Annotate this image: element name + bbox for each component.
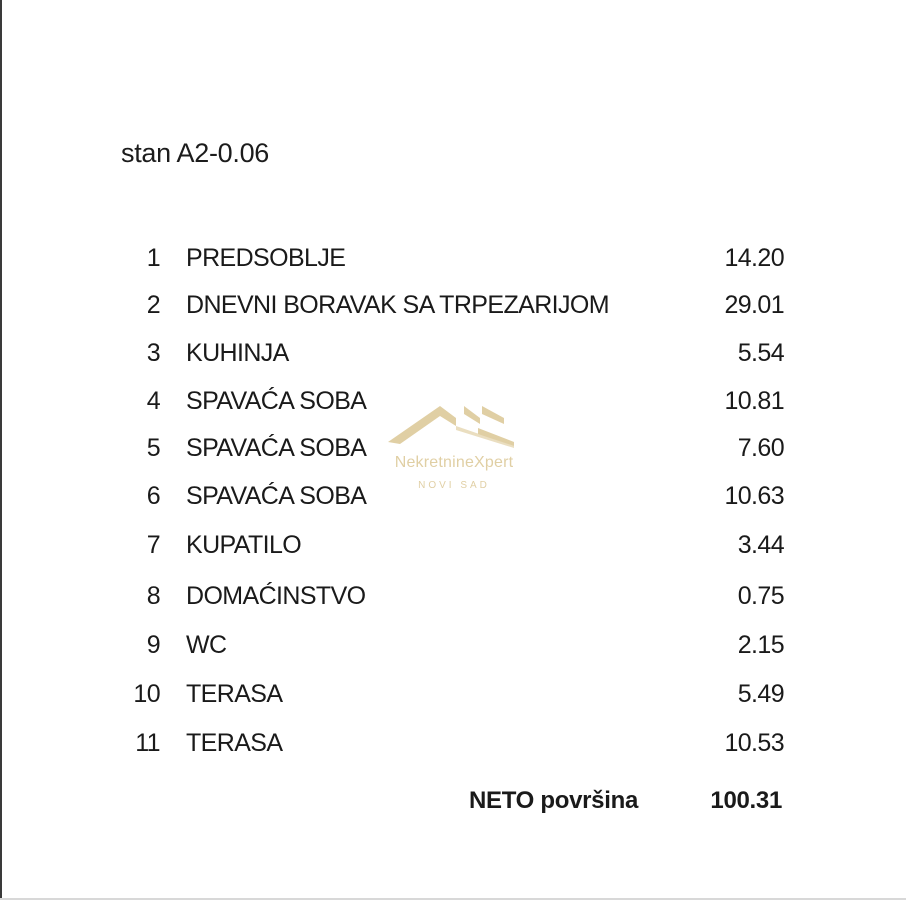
room-name: KUHINJA [186, 339, 289, 367]
room-area: 3.44 [737, 531, 784, 559]
room-number: 3 [146, 339, 160, 367]
room-area: 5.54 [737, 339, 784, 367]
room-area: 7.60 [737, 434, 784, 462]
room-area: 5.49 [737, 680, 784, 708]
room-row [0, 726, 906, 760]
room-number: 10 [133, 680, 160, 708]
room-name: TERASA [186, 680, 283, 708]
room-name: DOMAĆINSTVO [186, 582, 366, 610]
room-name: TERASA [186, 729, 283, 757]
room-row [0, 528, 906, 562]
net-area-value: 100.31 [710, 787, 782, 814]
room-row [0, 579, 906, 613]
room-area: 10.53 [724, 729, 784, 757]
room-row [0, 241, 906, 275]
room-area: 10.81 [724, 387, 784, 415]
room-number: 11 [135, 729, 160, 757]
room-name: DNEVNI BORAVAK SA TRPEZARIJOM [186, 291, 609, 319]
room-row [0, 336, 906, 370]
room-name: KUPATILO [186, 531, 302, 559]
room-number: 2 [146, 291, 160, 319]
room-row [0, 288, 906, 322]
room-row [0, 628, 906, 662]
room-area: 29.01 [724, 291, 784, 319]
apartment-title: stan A2-0.06 [121, 138, 270, 168]
room-name: SPAVAĆA SOBA [186, 482, 367, 510]
room-name: SPAVAĆA SOBA [186, 434, 367, 462]
room-name: WC [186, 631, 227, 659]
room-number: 5 [146, 434, 160, 462]
room-number: 1 [146, 244, 160, 272]
room-number: 9 [146, 631, 160, 659]
room-number: 6 [146, 482, 160, 510]
room-name: SPAVAĆA SOBA [186, 387, 367, 415]
room-area: 0.75 [737, 582, 784, 610]
watermark-city: NOVI SAD [418, 480, 490, 491]
net-area-label: NETO površina [468, 787, 638, 814]
house-roof-logo-icon [386, 402, 522, 450]
watermark-brand-name: NekretnineXpert [394, 454, 514, 471]
watermark [372, 402, 536, 498]
room-number: 7 [146, 531, 160, 559]
net-area-total-row [0, 784, 906, 818]
room-area: 14.20 [724, 244, 784, 272]
room-name: PREDSOBLJE [186, 244, 346, 272]
room-area: 2.15 [737, 631, 784, 659]
room-number: 8 [146, 582, 160, 610]
room-area: 10.63 [724, 482, 784, 510]
room-row [0, 677, 906, 711]
room-number: 4 [146, 387, 160, 415]
